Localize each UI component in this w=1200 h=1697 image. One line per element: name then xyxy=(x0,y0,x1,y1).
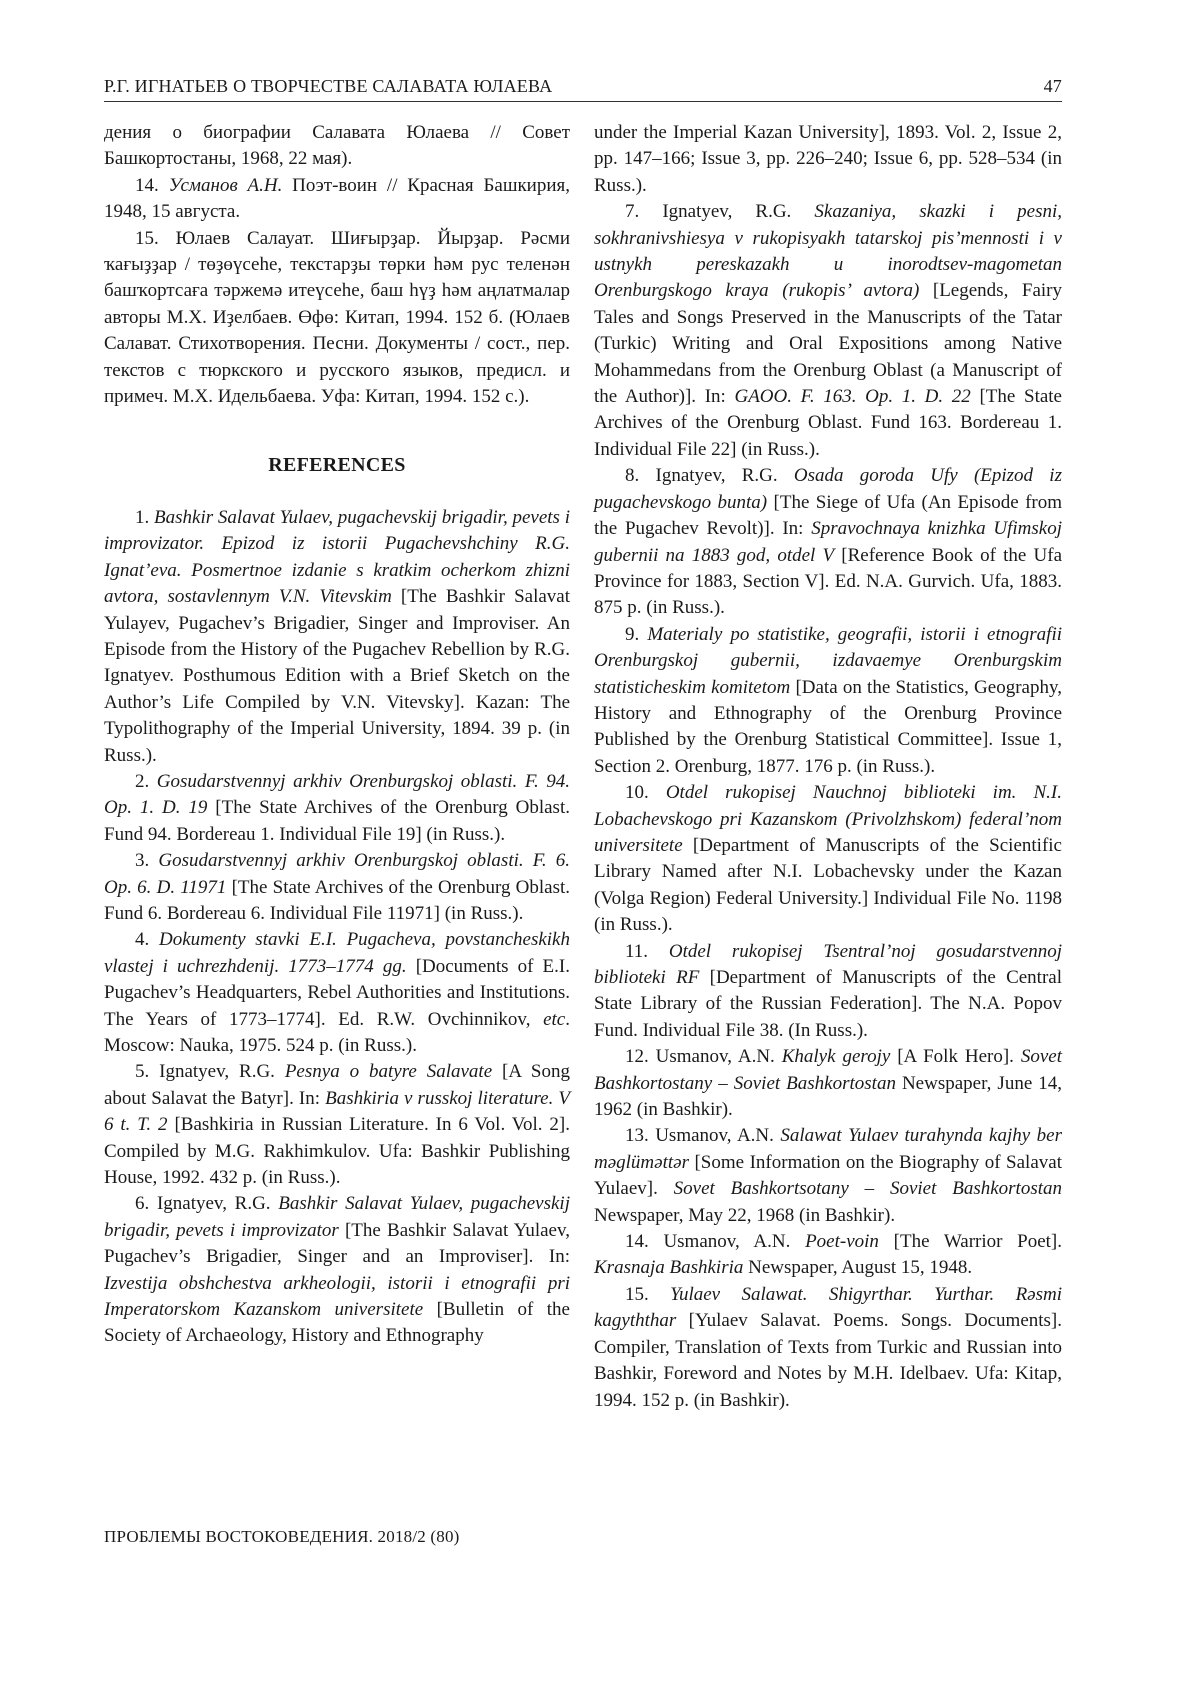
source-item-15: 15. Юлаев Салауат. Шиғырҙар. Йырҙар. Рәсми ҡағыҙҙар / төҙөүсеһе, текстарҙы төрки һәм рус теленән башҡортсаға тәржемә итеүсеһе, баш һүҙ һәм аңлатмалар авторы М.Х. Иҙелбаев. Өфө: Китап, 1994. 152 б. (Юлаев Салават. Стихотворения. Песни. Документы / сост., пер. текстов с тюркского и русского языков, предисл. и примеч. М.Х. Идельбаева. Уфа: Китап, 1994. 152 с.). xyxy=(104,227,570,408)
reference-3: 3. Gosudarstvennyj arkhiv Orenburgskoj oblasti. F. 6. Op. 6. D. 11971 [The State Archives of the Orenburg Oblast. Fund 6. Bordereau 6. Individual File 11971] (in Russ.). xyxy=(104,850,571,924)
running-header xyxy=(104,76,1062,97)
reference-10: 10. Otdel rukopisej Nauchnoj biblioteki im. N.I. Lobachevskogo pri Kazanskom (Privolzhskom) federal’nom universitete [Department of Manuscripts of the Scientific Library Named after N.I. Lobachevsky under the Kazan (Volga Region) Federal University.] Individual File No. 1198 (in Russ.). xyxy=(594,782,1062,936)
source-item-14: 14. Усманов А.Н. Поэт-воин // Красная Башкирия, 1948, 15 августа. xyxy=(104,174,571,223)
page-number: 47 xyxy=(1043,76,1062,96)
reference-2: 2. Gosudarstvennyj arkhiv Orenburgskoj oblasti. F. 94. Op. 1. D. 19 [The State Archives of the Orenburg Oblast. Fund 94. Bordereau 1. Individual File 19] (in Russ.). xyxy=(104,770,570,845)
reference-1: 1. Bashkir Salavat Yulaev, pugachevskij brigadir, pevets i improvizator. Epizod iz istorii Pugachevshchiny R.G. Ignat’eva. Posmertnoe izdanie s kratkim ocherkom zhizni avtora, sostavlennym V.N. Vitevskim [The Bashkir Salavat Yulayev, Pugachev’s Brigadier, Singer and Improviser. An Episode from the History of the Pugachev Rebellion by R.G. Ignatyev. Posthumous Edition with a Brief Sketch on the Author’s Life Compiled by V.N. Vitevsky]. Kazan: The Typolithography of the Imperial University, 1894. 39 p. (in Russ.). xyxy=(104,506,570,766)
reference-14: 14. Usmanov, A.N. Poet-voin [The Warrior Poet]. Krasnaja Bashkiria Newspaper, August 15, 1948. xyxy=(594,1231,1062,1279)
reference-4: 4. Dokumenty stavki E.I. Pugacheva, povstancheskikh vlastej i uchrezhdenij. 1773–1774 gg. [Documents of E.I. Pugachev’s Headquarters, Rebel Authorities and Institutions. The Years of 1773–1774]. Ed. R.W. Ovchinnikov, etc. Moscow: Nauka, 1975. 524 p. (in Russ.). xyxy=(104,929,570,1056)
reference-9: 9. Materialy po statistike, geografii, istorii i etnografii Orenburgskoj gubernii, izdavaemye Orenburgskim statisticheskim komitetom [Data on the Statistics, Geography, History and Ethnography of the Orenburg Province Published by the Orenburg Statistical Committee]. Issue 1, Section 2. Orenburg, 1877. 176 p. (in Russ.). xyxy=(594,623,1063,777)
reference-13: 13. Usmanov, A.N. Salawat Yulaev turahynda kajhy ber məglüməttər [Some Information on the Biography of Salavat Yulaev]. Sovet Bashkortsotany – Soviet Bashkortostan Newspaper, May 22, 1968 (in Bashkir). xyxy=(594,1125,1062,1226)
reference-11: 11. Otdel rukopisej Tsentral’noj gosudarstvennoj biblioteki RF [Department of Manuscripts of the Central State Library of the Russian Federation]. The N.A. Popov Fund. Individual File 38. (In Russ.). xyxy=(594,940,1063,1041)
reference-8: 8. Ignatyev, R.G. Osada goroda Ufy (Epizod iz pugachevskogo bunta) [The Siege of Ufa (An Episode from the Pugachev Revolt)]. In: Spravochnaya knizhka Ufimskoj gubernii na 1883 god, otdel V [Reference Book of the Ufa Province for 1883, Section V]. Ed. N.A. Gurvich. Ufa, 1883. 875 p. (in Russ.). xyxy=(594,465,1062,619)
references-heading: REFERENCES xyxy=(268,454,406,477)
ref-13-continuation: дения о биографии Салавата Юлаева // Совет Башкортостаны, 1968, 22 мая). xyxy=(104,122,570,170)
reference-6-continuation: under the Imperial Kazan University], 1893. Vol. 2, Issue 2, pp. 147–166; Issue 3, pp. 226–240; Issue 6, pp. 528–534 (in Russ.). xyxy=(594,122,1062,196)
header-rule xyxy=(104,101,1062,102)
reference-15: 15. Yulaev Salawat. Shigyrthar. Yurthar. Rəsmi kagyththar [Yulaev Salavat. Poems. Songs. Documents]. Compiler, Translation of Texts from Turkic and Russian into Bashkir, Foreword and Notes by M.H. Idelbaev. Ufa: Kitap, 1994. 152 p. (in Bashkir). xyxy=(594,1283,1063,1411)
journal-footer: ПРОБЛЕМЫ ВОСТОКОВЕДЕНИЯ. 2018/2 (80) xyxy=(104,1527,460,1546)
left-column xyxy=(104,120,570,1350)
reference-12: 12. Usmanov, A.N. Khalyk gerojy [A Folk Hero]. Sovet Bashkortostany – Soviet Bashkortostan Newspaper, June 14, 1962 (in Bashkir). xyxy=(594,1046,1063,1121)
reference-5: 5. Ignatyev, R.G. Pesnya o batyre Salavate [A Song about Salavat the Batyr]. In: Bashkiria v russkoj literature. V 6 t. T. 2 [Bashkiria in Russian Literature. In 6 Vol. Vol. 2]. Compiled by M.G. Rakhimkulov. Ufa: Bashkir Publishing House, 1992. 432 p. (in Russ.). xyxy=(104,1061,570,1189)
running-title: Р.Г. ИГНАТЬЕВ О ТВОРЧЕСТВЕ САЛАВАТА ЮЛАЕВА xyxy=(104,76,553,96)
right-column xyxy=(594,120,1062,1414)
reference-7: 7. Ignatyev, R.G. Skazaniya, skazki i pesni, sokhranivshiesya v rukopisyakh tatarskoj pis’mennosti i v ustnykh pereskazakh u inorodtsev-magometan Orenburgskogo kraya (rukopis’ avtora) [Legends, Fairy Tales and Songs Preserved in the Manuscripts of the Tatar (Turkic) Writing and Oral Expositions among Native Mohammedans from the Orenburg Oblast (a Manuscript of the Author)]. In: GAOO. F. 163. Op. 1. D. 22 [The State Archives of the Orenburg Oblast. Fund 163. Bordereau 1. Individual File 22] (in Russ.). xyxy=(594,201,1062,460)
reference-6: 6. Ignatyev, R.G. Bashkir Salavat Yulaev, pugachevskij brigadir, pevets i improvizator [The Bashkir Salavat Yulaev, Pugachev’s Brigadier, Singer and an Improviser]. In: Izvestija obshchestva arkheologii, istorii i etnografii pri Imperatorskom Kazanskom universitete [Bulletin of the Society of Archaeology, History and Ethnography xyxy=(104,1193,570,1347)
